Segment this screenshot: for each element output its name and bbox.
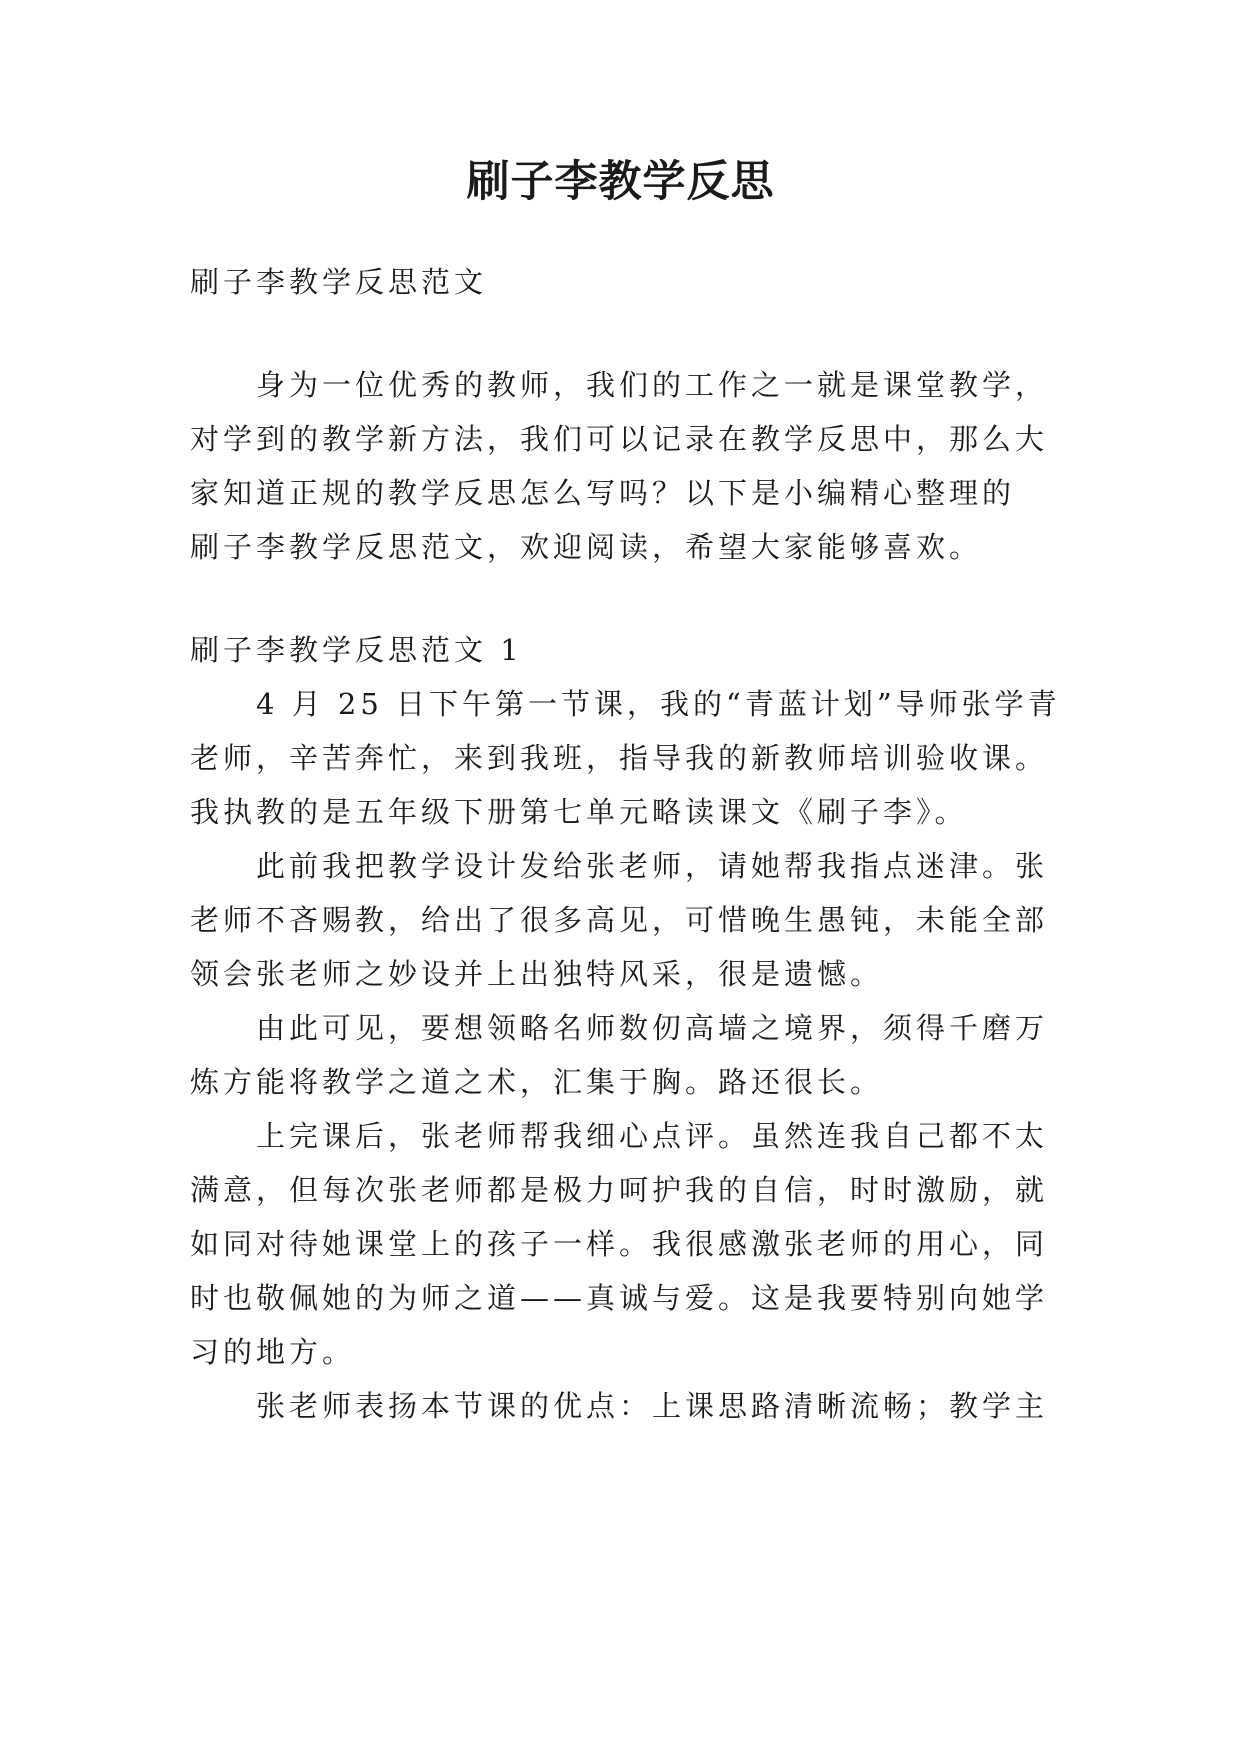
body-line: 4 月 25 日下午第一节课，我的“青蓝计划”导师张学青 <box>256 687 1061 721</box>
body-line: 习的地方。 <box>190 1335 356 1369</box>
intro-line: 家知道正规的教学反思怎么写吗？以下是小编精心整理的 <box>190 476 1016 510</box>
body-line: 老师不吝赐教，给出了很多高见，可惜晚生愚钝，未能全部 <box>190 903 1049 937</box>
document-title: 刷子李教学反思 <box>466 157 775 207</box>
intro-line: 身为一位优秀的教师，我们的工作之一就是课堂教学， <box>256 368 1049 402</box>
section-heading: 刷子李教学反思范文 1 <box>190 633 523 667</box>
body-line: 由此可见，要想领略名师数仞高墙之境界，须得千磨万 <box>256 1011 1049 1045</box>
body-line: 领会张老师之妙设并上出独特风采，很是遗憾。 <box>190 957 884 991</box>
body-line: 时也敬佩她的为师之道——真诚与爱。这是我要特别向她学 <box>190 1281 1049 1315</box>
body-line: 张老师表扬本节课的优点：上课思路清晰流畅；教学主 <box>256 1389 1049 1423</box>
body-line: 老师，辛苦奔忙，来到我班，指导我的新教师培训验收课。 <box>190 741 1049 775</box>
body-line: 我执教的是五年级下册第七单元略读课文《刷子李》。 <box>190 795 968 829</box>
body-line: 上完课后，张老师帮我细心点评。虽然连我自己都不太 <box>256 1119 1049 1153</box>
document-subtitle: 刷子李教学反思范文 <box>190 265 488 299</box>
body-line: 此前我把教学设计发给张老师，请她帮我指点迷津。张 <box>256 849 1049 883</box>
intro-line: 刷子李教学反思范文，欢迎阅读，希望大家能够喜欢。 <box>190 530 983 564</box>
intro-line: 对学到的教学新方法，我们可以记录在教学反思中，那么大 <box>190 422 1049 456</box>
body-line: 炼方能将教学之道之术，汇集于胸。路还很长。 <box>190 1065 884 1099</box>
body-line: 满意，但每次张老师都是极力呵护我的自信，时时激励，就 <box>190 1173 1049 1207</box>
body-line: 如同对待她课堂上的孩子一样。我很感激张老师的用心，同 <box>190 1227 1049 1261</box>
